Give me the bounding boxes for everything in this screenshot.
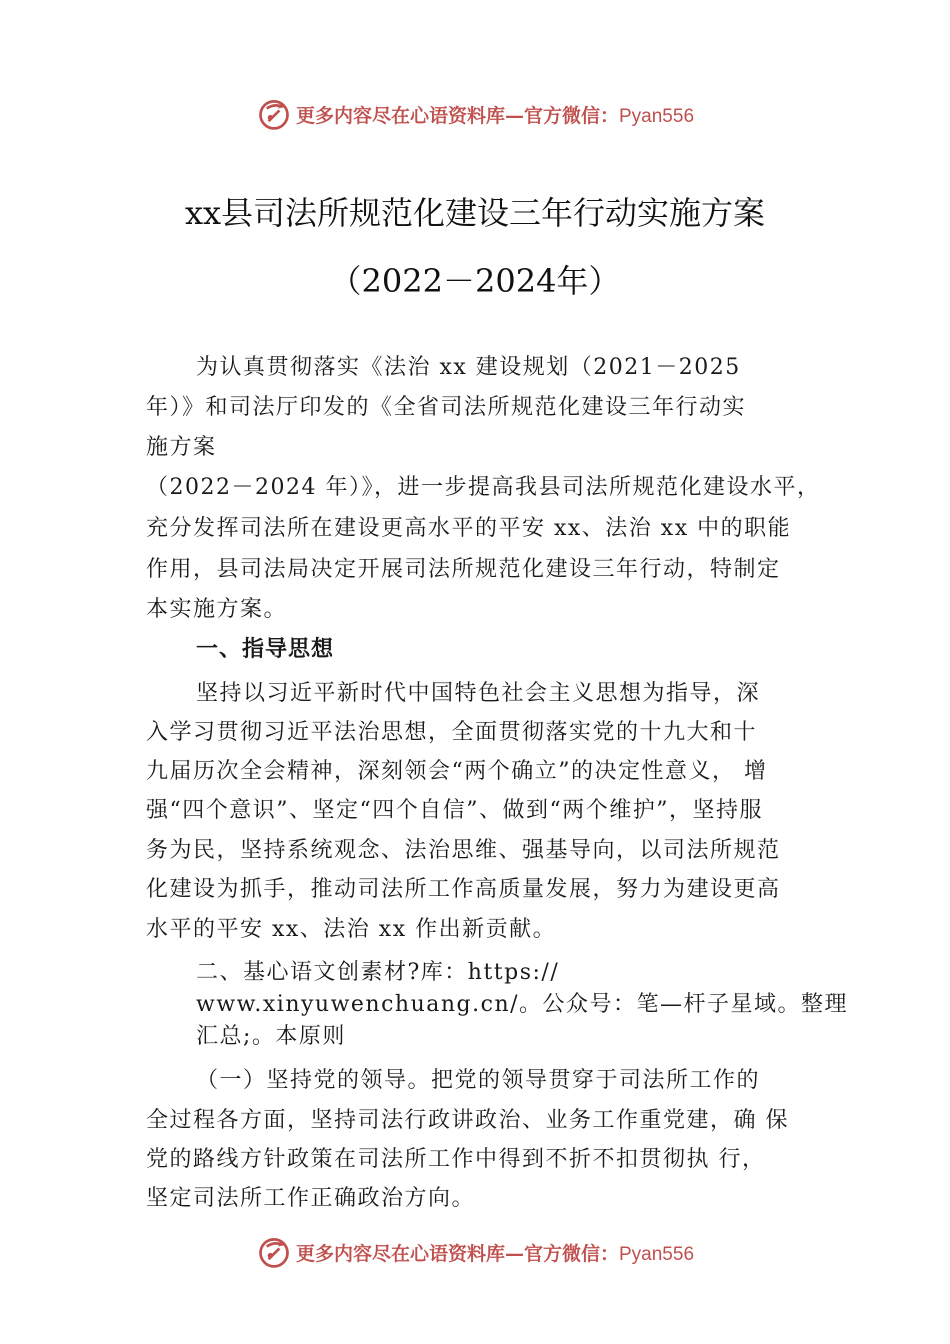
body-line: 年）》和司法厅印发的《全省司法所规范化建设三年行动实 xyxy=(146,395,747,420)
watermark-contact: Pyan556 xyxy=(619,1243,695,1265)
document-title: xx县司法所规范化建设三年行动实施方案 xyxy=(184,194,766,232)
body-line: www.xinyuwenchuang.cn/。公众号：笔—杆子星域。整理 xyxy=(196,992,849,1017)
body-line: 党的路线方针政策在司法所工作中得到不折不扣贯彻执 行， xyxy=(146,1147,766,1172)
body-line: 本实施方案。 xyxy=(146,597,288,622)
watermark-text: 更多内容尽在心语资料库—官方微信：Pyan556 xyxy=(295,104,695,127)
body-line: 作用，县司法局决定开展司法所规范化建设三年行动，特制定 xyxy=(146,557,781,582)
body-line: 施方案 xyxy=(146,435,217,460)
body-line: 全过程各方面，坚持司法行政讲政治、业务工作重党建，确 保 xyxy=(146,1108,789,1133)
body-line: （一）坚持党的领导。把党的领导贯穿于司法所工作的 xyxy=(196,1068,761,1093)
body-line: 坚定司法所工作正确政治方向。 xyxy=(146,1186,476,1211)
watermark-banner-top xyxy=(0,94,950,134)
body-line: 化建设为抓手，推动司法所工作高质量发展，努力为建设更高 xyxy=(146,877,781,902)
body-line: （2022－2024 年）》，进一步提高我县司法所规范化建设水平， xyxy=(146,475,821,500)
body-line: 为认真贯彻落实《法治 xx 建设规划（2021－2025 xyxy=(196,355,741,380)
body-line: 汇总;。本原则 xyxy=(196,1024,346,1049)
document-subtitle: （2022－2024年） xyxy=(329,262,621,300)
body-line: 强“四个意识”、坚定“四个自信”、做到“两个维护”，坚持服 xyxy=(146,798,763,823)
section-heading: 一、指导思想 xyxy=(196,636,335,661)
watermark-banner-bottom xyxy=(0,1232,950,1272)
watermark-logo-icon xyxy=(256,1234,292,1270)
body-line: 水平的平安 xx、法治 xx 作出新贡献。 xyxy=(146,917,557,942)
body-line: 九届历次全会精神，深刻领会“两个确立”的决定性意义， 增 xyxy=(146,759,768,784)
body-line: 入学习贯彻习近平法治思想，全面贯彻落实党的十九大和十 xyxy=(146,720,758,745)
watermark-logo-icon xyxy=(256,96,292,132)
body-line: 充分发挥司法所在建设更高水平的平安 xx、法治 xx 中的职能 xyxy=(146,516,792,541)
body-line: 二、基心语文创素材?库：https:// xyxy=(196,960,560,985)
watermark-contact: Pyan556 xyxy=(619,105,695,127)
body-line: 坚持以习近平新时代中国特色社会主义思想为指导，深 xyxy=(196,681,761,706)
body-line: 务为民，坚持系统观念、法治思维、强基导向，以司法所规范 xyxy=(146,838,781,863)
watermark-text: 更多内容尽在心语资料库—官方微信：Pyan556 xyxy=(295,1242,695,1265)
